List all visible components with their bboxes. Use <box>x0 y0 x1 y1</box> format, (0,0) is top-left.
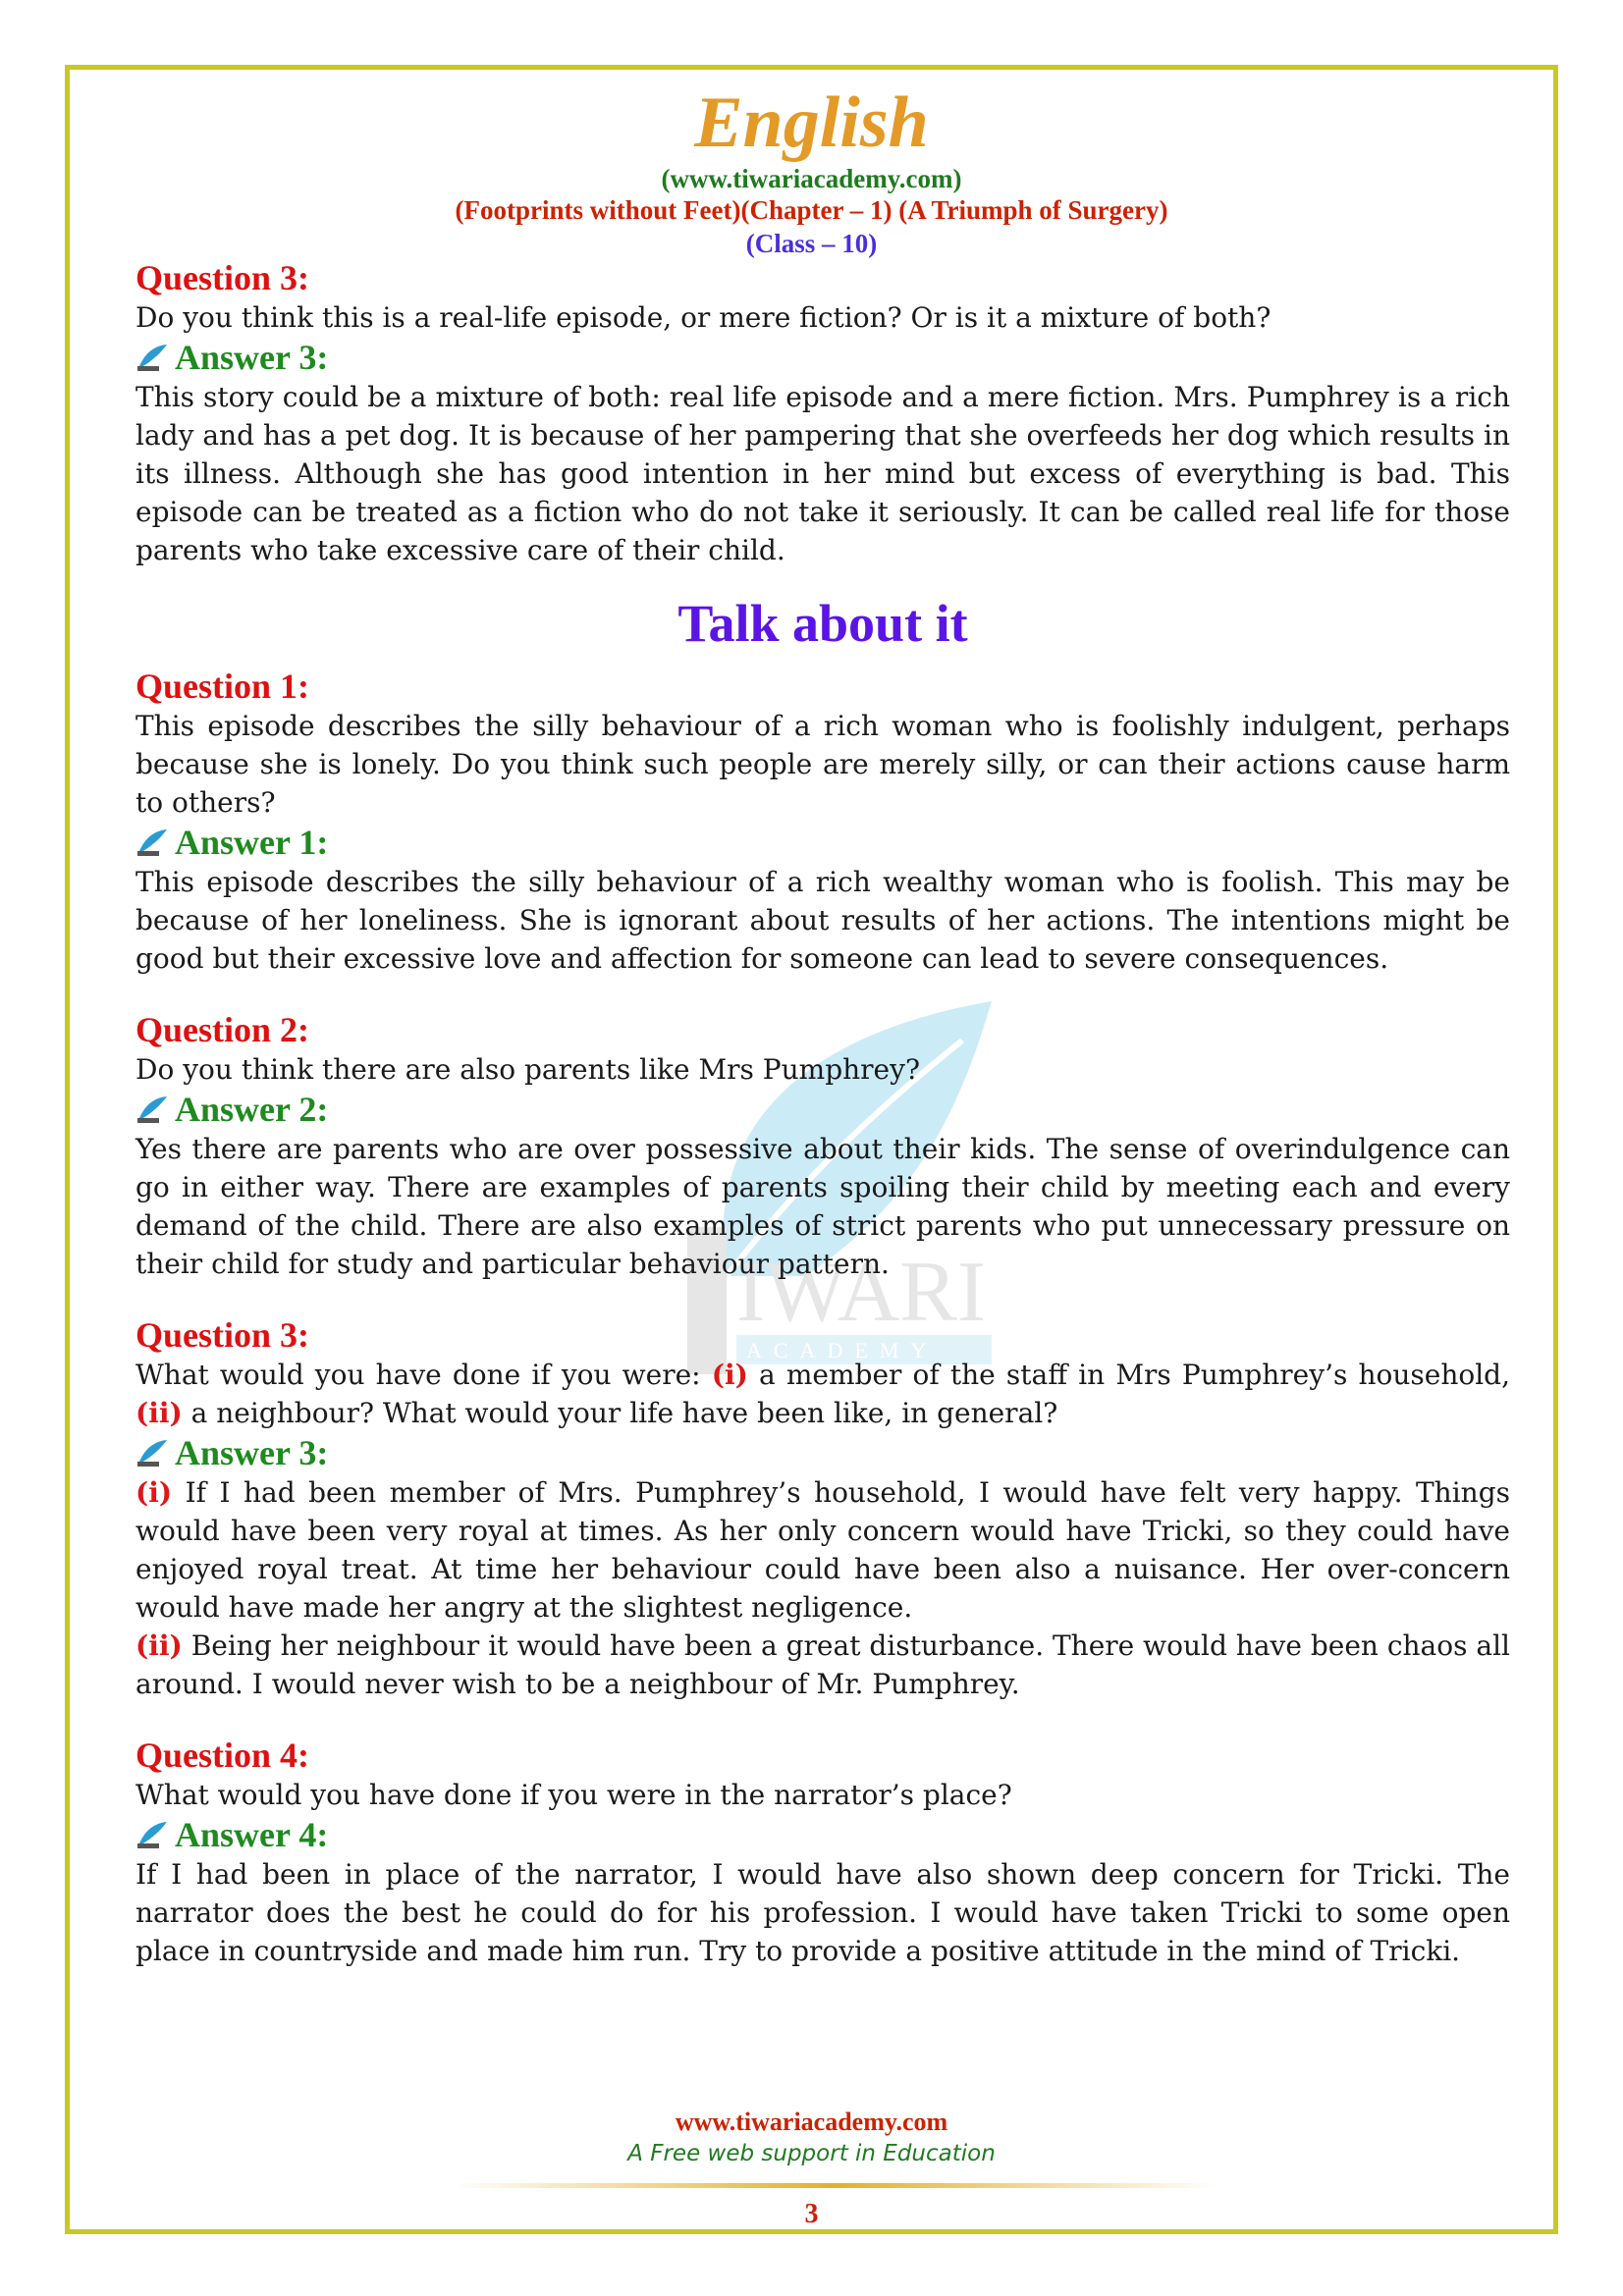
question-heading: Question 4: <box>135 1735 310 1775</box>
answer-heading <box>135 822 1510 863</box>
marker-i: (i) <box>711 1359 748 1391</box>
watermark-brand: IWARI <box>736 1245 987 1340</box>
quill-icon <box>135 1820 169 1849</box>
footer-divider <box>452 2183 1217 2188</box>
answer-label: Answer 4: <box>175 1815 329 1854</box>
quill-icon <box>135 343 169 372</box>
watermark-sub: ACADEMY <box>746 1338 939 1362</box>
answer-text: This episode describes the silly behaviour of a rich wealthy woman who is foolish. This may be because of her loneliness. She is ignorant about results of her actions. The intentions might be good but their excessive love and affection for someone can lead to severe consequences. <box>135 866 1510 975</box>
answer-text: This story could be a mixture of both: real life episode and a mere fiction. Mrs. Pumphrey is a rich lady and has a pet dog. It is because of her pampering that she overfeeds her dog which results in its illness. Although she has good intention in her mind but excess of everything is bad. This episode can be treated as a fiction who do not take it seriously. It can be called real life for those parents who take excessive care of their child. <box>135 381 1510 566</box>
answer-text-i: (i) If I had been member of Mrs. Pumphrey’s household, I would have felt very happy. Things would have been very royal at times. As her only concern would have Tricki, so they could have enjoyed royal treat. At time her behaviour could have been also a nuisance. Her over-concern would have made her angry at the slightest negligence. <box>135 1476 1510 1624</box>
answer-label: Answer 3: <box>175 338 329 377</box>
answer-heading <box>135 1089 1510 1130</box>
page-number: 3 <box>804 2199 819 2229</box>
question-heading: Question 3: <box>135 1315 310 1355</box>
header-url: (www.tiwariacademy.com) <box>661 164 962 193</box>
question-text: Do you think there are also parents like Mrs Pumphrey? <box>135 1053 920 1086</box>
question-heading: Question 3: <box>135 258 310 297</box>
quill-icon <box>135 828 169 857</box>
page-title: English <box>694 82 929 163</box>
answer-text: Yes there are parents who are over possessive about their kids. The sense of overindulgence can go in either way. There are examples of parents spoiling their child by meeting each and every demand of the child. There are also examples of strict parents who put unnecessary pressure on their child for study and particular behaviour pattern. <box>135 1133 1510 1280</box>
answer-label: Answer 3: <box>175 1433 329 1472</box>
header-chapter: (Footprints without Feet)(Chapter – 1) (A Triumph of Surgery) <box>455 195 1168 225</box>
question-text: This episode describes the silly behaviour of a rich woman who is foolishly indulgent, perhaps because she is lonely. Do you think such people are merely silly, or can their actions cause harm to others? <box>135 710 1510 819</box>
footer-tagline: A Free web support in Education <box>627 2141 996 2166</box>
answer-heading <box>135 1432 1510 1473</box>
question-heading: Question 2: <box>135 1010 310 1049</box>
marker-ii: (ii) <box>135 1397 183 1429</box>
question-heading: Question 1: <box>135 667 310 706</box>
main-content <box>135 257 1510 1970</box>
footer-url[interactable]: www.tiwariacademy.com <box>675 2108 948 2136</box>
quill-icon <box>135 1095 169 1124</box>
answer-heading <box>135 1814 1510 1855</box>
header-class: (Class – 10) <box>745 229 878 258</box>
answer-heading <box>135 337 1510 378</box>
question-text: Do you think this is a real-life episode, or mere fiction? Or is it a mixture of both? <box>135 301 1271 334</box>
answer-label: Answer 1: <box>175 823 329 862</box>
question-text: What would you have done if you were in the narrator’s place? <box>135 1779 1012 1811</box>
answer-label: Answer 2: <box>175 1090 329 1129</box>
answer-text-ii: (ii) Being her neighbour it would have been a great disturbance. There would have been chaos all around. I would never wish to be a neighbour of Mr. Pumphrey. <box>135 1629 1510 1700</box>
section-title: Talk about it <box>677 594 968 653</box>
quill-icon <box>135 1438 169 1468</box>
question-text: What would you have done if you were: (i) a member of the staff in Mrs Pumphrey’s household, (ii) a neighbour? What would your life have been like, in general? <box>135 1359 1511 1429</box>
answer-text: If I had been in place of the narrator, I would have also shown deep concern for Tricki. The narrator does the best he could do for his profession. I would have taken Tricki to some open place in countryside and made him run. Try to provide a positive attitude in the mind of Tricki. <box>135 1858 1510 1967</box>
